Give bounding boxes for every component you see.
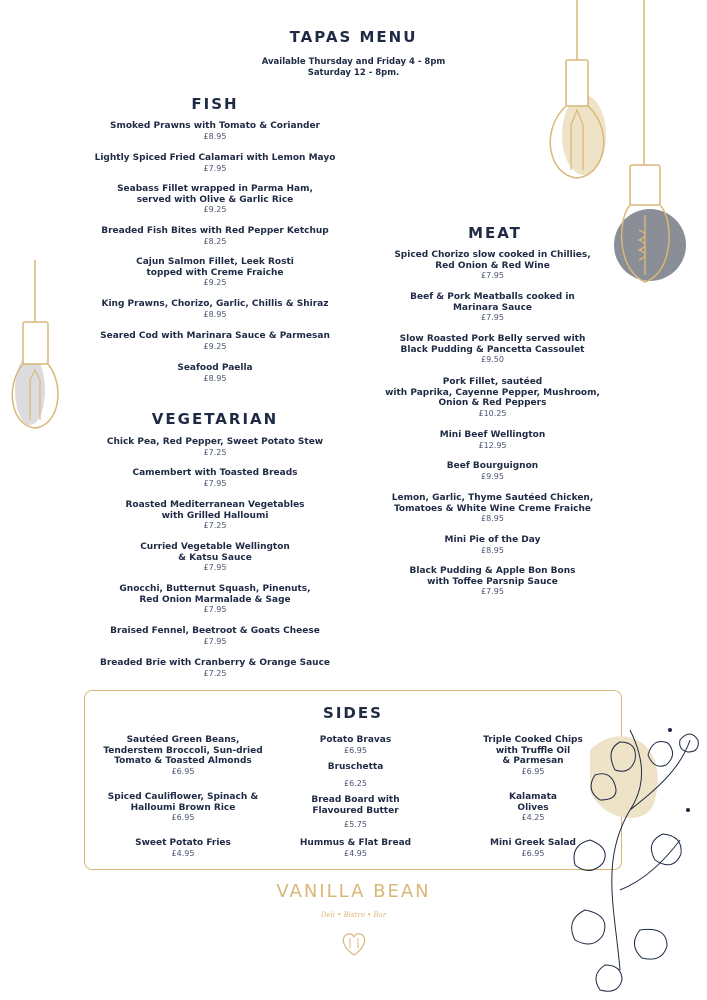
- item-name: Braised Fennel, Beetroot & Goats Cheese: [110, 626, 320, 636]
- menu-item: [365, 461, 620, 482]
- item-name: Seared Cod with Marinara Sauce & Parmesan: [100, 331, 330, 341]
- menu-item: [60, 299, 370, 320]
- brand-logo-text: VANILLA BEAN: [276, 881, 431, 902]
- heart-cutlery-icon: [339, 928, 369, 958]
- item-name: Sweet Potato Fries: [135, 838, 231, 848]
- item-name: Spiced Cauliflower, Spinach & Halloumi Brown Rice: [107, 792, 259, 813]
- item-name: Lemon, Garlic, Thyme Sautéed Chicken, Tomatoes & White Wine Creme Fraiche: [391, 493, 594, 514]
- item-name: Chick Pea, Red Pepper, Sweet Potato Stew: [106, 437, 324, 447]
- item-price: £9.25: [203, 341, 227, 351]
- menu-item: [365, 566, 620, 597]
- item-name: Bruschetta: [327, 762, 384, 772]
- menu-item: [88, 792, 278, 823]
- item-price: £8.95: [203, 373, 227, 383]
- menu-item: [273, 838, 438, 859]
- item-price: £7.95: [481, 313, 504, 322]
- menu-item: [60, 363, 370, 384]
- item-name: Mini Beef Wellington: [439, 430, 546, 440]
- menu-item: [448, 735, 618, 777]
- menu-item: [273, 762, 438, 789]
- menu-item: [365, 292, 620, 323]
- menu-title: TAPAS MENU: [289, 28, 418, 46]
- item-price: £8.95: [481, 514, 504, 523]
- menu-item: [448, 792, 618, 823]
- item-price: £7.25: [203, 447, 227, 457]
- menu-item: [60, 658, 370, 679]
- item-price: £7.25: [203, 668, 227, 678]
- menu-item: [60, 584, 370, 615]
- menu-item: [365, 535, 620, 556]
- item-price: £6.95: [344, 745, 367, 755]
- item-price: £8.95: [203, 131, 227, 141]
- vegetarian-heading: VEGETARIAN: [151, 410, 279, 428]
- menu-item: [60, 500, 370, 531]
- item-name: Breaded Brie with Cranberry & Orange Sauce: [99, 658, 331, 668]
- menu-item: [60, 542, 370, 573]
- item-price: £10.25: [478, 408, 507, 418]
- item-name: Beef Bourguignon: [446, 461, 539, 471]
- item-name: Pork Fillet, sautéed with Paprika, Cayenne Pepper, Mushroom, Onion & Red Peppers: [385, 377, 600, 408]
- item-name: Potato Bravas: [319, 735, 392, 745]
- menu-item: [365, 377, 620, 419]
- menu-item: [60, 626, 370, 647]
- item-name: Lightly Spiced Fried Calamari with Lemon Mayo: [94, 153, 336, 163]
- item-price: £7.95: [203, 636, 227, 646]
- item-name: Cajun Salmon Fillet, Leek Rosti topped with Creme Fraiche: [136, 257, 294, 278]
- item-price: £9.25: [203, 205, 227, 214]
- brand-tagline: Deli • Bistro • Bar: [320, 911, 387, 919]
- item-price: £4.95: [171, 848, 195, 858]
- item-name: Seabass Fillet wrapped in Parma Ham, served with Olive & Garlic Rice: [117, 184, 313, 205]
- item-price: £7.25: [203, 521, 227, 530]
- item-name: Sautéed Green Beans, Tenderstem Broccoli, Sun-dried Tomato & Toasted Almonds: [103, 735, 263, 766]
- item-price: £4.95: [344, 848, 367, 858]
- item-price: £7.95: [203, 563, 227, 572]
- item-name: Black Pudding & Apple Bon Bons with Toffee Parsnip Sauce: [409, 566, 576, 587]
- item-name: Camembert with Toasted Breads: [132, 468, 298, 478]
- menu-item: [273, 735, 438, 756]
- menu-item: [365, 493, 620, 524]
- item-name: Seafood Paella: [177, 363, 253, 373]
- item-price: £7.95: [481, 587, 504, 596]
- item-price: £4.25: [521, 813, 545, 822]
- item-price: £7.95: [481, 271, 504, 280]
- hanging-bulb-icon: [10, 260, 60, 440]
- item-price: £8.95: [481, 545, 504, 555]
- item-name: Kalamata Olives: [508, 792, 558, 813]
- item-name: Roasted Mediterranean Vegetables with Grilled Halloumi: [125, 500, 305, 521]
- menu-item: [365, 334, 620, 365]
- item-price: £7.95: [203, 605, 227, 614]
- fish-heading: FISH: [191, 95, 239, 113]
- sides-heading: SIDES: [323, 704, 383, 722]
- item-name: Smoked Prawns with Tomato & Coriander: [110, 121, 320, 131]
- availability-line: Available Thursday and Friday 4 - 8pm: [261, 57, 446, 67]
- menu-item: [60, 184, 370, 215]
- menu-item: [60, 226, 370, 247]
- item-name: Breaded Fish Bites with Red Pepper Ketchup: [101, 226, 329, 236]
- item-price: £9.95: [481, 471, 504, 481]
- item-price: £8.95: [203, 309, 227, 319]
- menu-item: [60, 153, 370, 174]
- item-name: Curried Vegetable Wellington & Katsu Sauce: [140, 542, 290, 563]
- item-price: £12.95: [478, 440, 507, 450]
- menu-item: [365, 430, 620, 451]
- item-name: Hummus & Flat Bread: [299, 838, 412, 848]
- item-name: Spiced Chorizo slow cooked in Chillies, Red Onion & Red Wine: [394, 250, 591, 271]
- menu-item: [60, 121, 370, 142]
- item-name: Beef & Pork Meatballs cooked in Marinara Sauce: [410, 292, 575, 313]
- item-name: Mini Greek Salad: [490, 838, 576, 848]
- item-name: Mini Pie of the Day: [444, 535, 541, 545]
- availability-line: Saturday 12 - 8pm.: [307, 68, 400, 78]
- item-name: Slow Roasted Pork Belly served with Black Pudding & Pancetta Cassoulet: [399, 334, 586, 355]
- item-price: £9.25: [203, 278, 227, 287]
- item-price: £6.95: [171, 813, 195, 822]
- menu-item: [60, 437, 370, 458]
- item-price: £5.75: [344, 820, 367, 829]
- item-price: £7.95: [203, 478, 227, 488]
- item-price: £9.50: [481, 355, 504, 364]
- menu-item: [60, 257, 370, 288]
- availability-text: [0, 57, 707, 79]
- item-price: £6.95: [171, 766, 195, 776]
- menu-item: [365, 250, 620, 281]
- menu-item: [60, 331, 370, 352]
- item-name: Gnocchi, Butternut Squash, Pinenuts, Red Onion Marmalade & Sage: [119, 584, 311, 605]
- menu-item: [88, 838, 278, 859]
- menu-item: [88, 735, 278, 777]
- item-price: £6.95: [521, 766, 545, 776]
- item-name: Triple Cooked Chips with Truffle Oil & Parmesan: [483, 735, 583, 766]
- item-price: £6.95: [521, 848, 545, 858]
- item-price: £6.25: [344, 778, 367, 788]
- item-name: King Prawns, Chorizo, Garlic, Chillis & Shiraz: [101, 299, 329, 309]
- item-price: £7.95: [203, 163, 227, 173]
- menu-item: [273, 795, 438, 830]
- menu-item: [448, 838, 618, 859]
- menu-item: [60, 468, 370, 489]
- meat-heading: MEAT: [468, 224, 522, 242]
- item-price: £8.25: [203, 236, 227, 246]
- item-name: Bread Board with Flavoured Butter: [311, 795, 400, 816]
